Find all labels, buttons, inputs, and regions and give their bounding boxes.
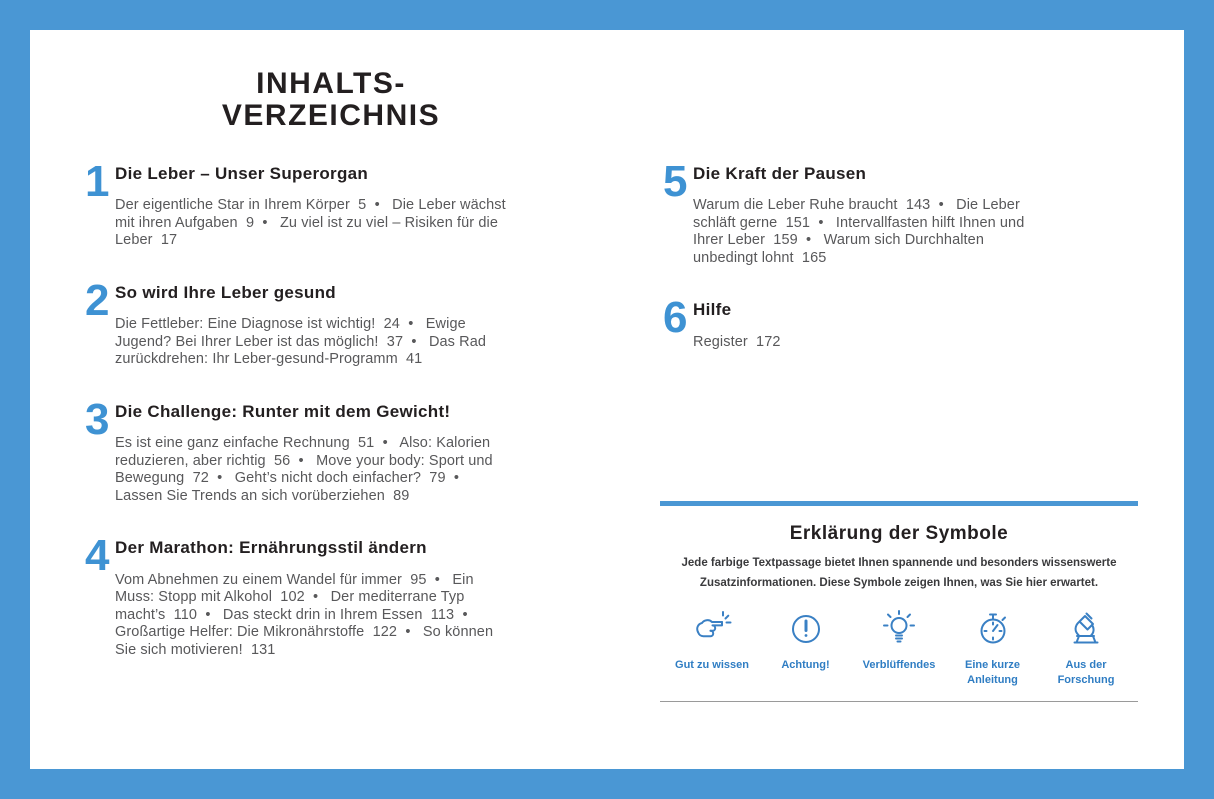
page-title-line2: VERZEICHNIS xyxy=(221,99,441,133)
chapter-title: Der Marathon: Ernährungsstil ändern xyxy=(115,538,427,558)
toc-right-column xyxy=(663,157,1083,384)
gray-divider xyxy=(660,701,1138,702)
symbol-label: Eine kurze Anleitung xyxy=(964,659,1021,686)
exclamation-circle-icon xyxy=(786,609,826,654)
chapter-number: 3 xyxy=(85,394,109,444)
chapter-title: Die Kraft der Pausen xyxy=(693,164,867,183)
symbol-achtung xyxy=(762,609,850,672)
toc-chapter-5 xyxy=(663,157,1083,267)
blue-divider xyxy=(660,501,1138,506)
chapter-topics: Warum die Leber Ruhe braucht 143 • Die Leber schläft gerne 151 • Intervallfasten hilft Ihnen und Ihrer Leber 159 • Warum sich Durchhalten unbedingt lohnt 165 xyxy=(693,197,1025,266)
chapter-topics: Vom Abnehmen zu einem Wandel für immer 95 • Ein Muss: Stopp mit Alkohol 102 • Der mediterrane Typ macht’s 110 • Das steckt drin in Ihrem Essen 113 • Großartige Helfer: Die Mikronährstoffe 122 • So können Sie sich motivieren! 131 xyxy=(115,571,494,658)
chapter-title: So wird Ihre Leber gesund xyxy=(115,282,336,302)
chapter-title: Die Challenge: Runter mit dem Gewicht! xyxy=(115,401,451,421)
symbols-legend xyxy=(660,501,1138,702)
chapter-topics: Der eigentliche Star in Ihrem Körper 5 • Die Leber wächst mit ihren Aufgaben 9 • Zu viel ist zu viel – Risiken für die Leber 17 xyxy=(115,197,506,249)
chapter-topics: Die Fettleber: Eine Diagnose ist wichtig! 24 • Ewige Jugend? Bei Ihrer Leber ist das möglich! 37 • Das Rad zurückdrehen: Ihr Leber-gesund-Programm 41 xyxy=(115,316,487,368)
chapter-number: 1 xyxy=(85,157,109,206)
chapter-title: Die Leber – Unser Superorgan xyxy=(115,164,369,183)
symbol-label: Gut zu wissen xyxy=(675,659,749,672)
toc-chapter-1 xyxy=(85,157,537,250)
chapter-number: 2 xyxy=(85,275,109,325)
page-title-line1: INHALTS- xyxy=(256,67,406,100)
chapter-title: Hilfe xyxy=(693,300,732,320)
chapter-number: 6 xyxy=(663,293,687,343)
toc-chapter-4 xyxy=(85,531,537,659)
symbols-description: Jede farbige Textpassage bietet Ihnen spannende und besonders wissenswerte Zusatzinformationen. Diese Symbole zeigen Ihnen, was Sie hier erwartet. xyxy=(681,557,1117,590)
chapter-topics: Register 172 xyxy=(693,333,781,350)
toc-chapter-3 xyxy=(85,394,537,505)
symbol-gut-zu-wissen xyxy=(668,609,756,672)
symbol-label: Aus der Forschung xyxy=(1057,659,1115,686)
toc-left-column xyxy=(85,157,537,692)
symbols-heading: Erklärung der Symbole xyxy=(789,523,1009,544)
microscope-icon xyxy=(1066,609,1106,654)
symbol-eine-kurze-anleitung xyxy=(949,609,1037,687)
toc-chapter-6 xyxy=(663,293,1083,351)
chapter-topics: Es ist eine ganz einfache Rechnung 51 • Also: Kalorien reduzieren, aber richtig 56 • Move your body: Sport und Bewegung 72 • Geht’s nicht doch einfacher? 79 • Lassen Sie Trends an sich vorüberziehen 89 xyxy=(115,435,493,504)
symbol-label: Achtung! xyxy=(781,659,830,672)
symbol-aus-der-forschung xyxy=(1042,609,1130,687)
symbols-row xyxy=(660,609,1138,687)
page-title xyxy=(85,68,577,133)
toc-page xyxy=(30,30,1184,769)
stopwatch-icon xyxy=(973,609,1013,654)
chapter-number: 5 xyxy=(663,157,687,206)
toc-chapter-2 xyxy=(85,275,537,369)
chapter-number: 4 xyxy=(85,531,109,581)
pointing-hand-icon xyxy=(692,609,732,654)
symbol-verblueffendes xyxy=(855,609,943,672)
symbol-label: Verblüffendes xyxy=(862,659,936,672)
lightbulb-icon xyxy=(879,609,919,654)
